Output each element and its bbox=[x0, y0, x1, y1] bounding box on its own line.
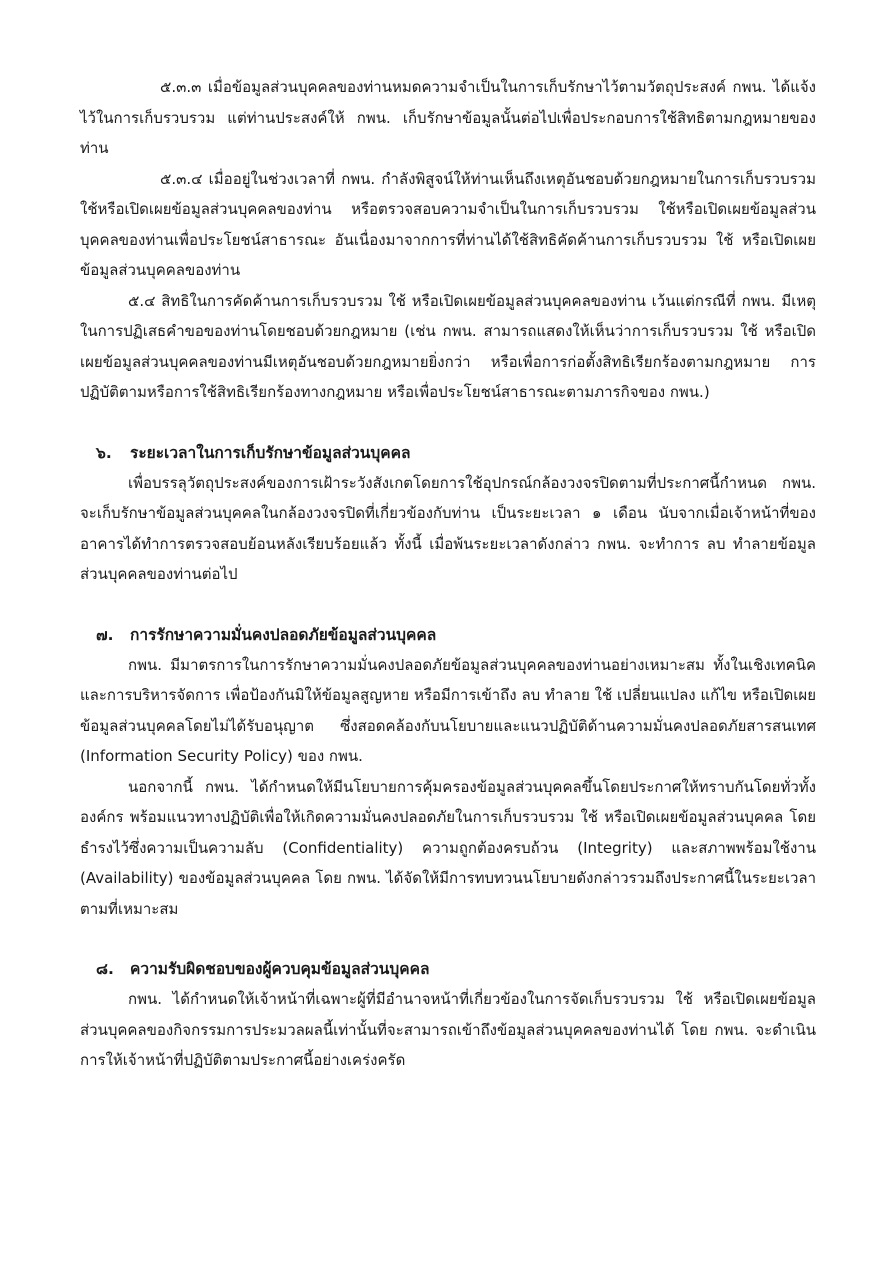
section-8-body: กพน. ได้กำหนดให้เจ้าหน้าที่เฉพาะผู้ที่มีอำนาจหน้าที่เกี่ยวข้องในการจัดเก็บรวบรวม ใช้ หรือเปิดเผยข้อมูลส่วนบุคคลของกิจกรรมการประมวลผลนี้เท่านั้นที่จะสามารถเข้าถึงข้อมูลส่วนบุคคลของท่านได้ โดย กพน. จะดำเนินการให้เจ้าหน้าที่ปฏิบัติตามประกาศนี้อย่างเคร่งครัด bbox=[80, 990, 816, 1069]
section-spacer bbox=[80, 408, 816, 438]
paragraph-5-4: ๕.๔ สิทธิในการคัดค้านการเก็บรวบรวม ใช้ หรือเปิดเผยข้อมูลส่วนบุคคลของท่าน เว้นแต่กรณีที่ กพน. มีเหตุในการปฏิเสธคำขอของท่านโดยชอบด้วยกฎหมาย (เช่น กพน. สามารถแสดงให้เห็นว่าการเก็บรวบรวม ใช้ หรือเปิดเผยข้อมูลส่วนบุคคลของท่านมีเหตุอันชอบด้วยกฎหมายยิ่งกว่า หรือเพื่อการก่อตั้งสิทธิเรียกร้องตามกฎหมาย การปฏิบัติตามหรือการใช้สิทธิเรียกร้องทางกฎหมาย หรือเพื่อประโยชน์สาธารณะตามภารกิจของ กพน.) bbox=[80, 291, 816, 401]
section-6-title: ระยะเวลาในการเก็บรักษาข้อมูลส่วนบุคคล bbox=[130, 443, 411, 462]
section-6-body: เพื่อบรรลุวัตถุประสงค์ของการเฝ้าระวังสังเกตโดยการใช้อุปกรณ์กล้องวงจรปิดตามที่ประกาศนี้กำหนด กพน. จะเก็บรักษาข้อมูลส่วนบุคคลในกล้องวงจรปิดที่เกี่ยวข้องกับท่าน เป็นระยะเวลา ๑ เดือน นับจากเมื่อเจ้าหน้าที่ของอาคารได้ทำการตรวจสอบย้อนหลังเรียบร้อยแล้ว ทั้งนี้ เมื่อพ้นระยะเวลาดังกล่าว กพน. จะทำการ ลบ ทำลายข้อมูลส่วนบุคคลของท่านต่อไป bbox=[80, 473, 816, 583]
section-7-title: การรักษาความมั่นคงปลอดภัยข้อมูลส่วนบุคคล bbox=[130, 625, 437, 644]
section-spacer bbox=[80, 590, 816, 620]
paragraph-5-3-4: ๕.๓.๔ เมื่ออยู่ในช่วงเวลาที่ กพน. กำลังพิสูจน์ให้ท่านเห็นถึงเหตุอันชอบด้วยกฎหมายในการเก็บรวบรวม ใช้หรือเปิดเผยข้อมูลส่วนบุคคลของท่าน หรือตรวจสอบความจำเป็นในการเก็บรวบรวม ใช้หรือเปิดเผยข้อมูลส่วนบุคคลของท่านเพื่อประโยชน์สาธารณะ อันเนื่องมาจากการที่ท่านได้ใช้สิทธิคัดค้านการเก็บรวบรวม ใช้ หรือเปิดเผยข้อมูลส่วนบุคคลของท่าน bbox=[80, 169, 816, 279]
section-spacer bbox=[80, 924, 816, 954]
section-6-number: ๖. bbox=[96, 443, 112, 462]
section-7-number: ๗. bbox=[96, 625, 114, 644]
section-7-body-2: นอกจากนี้ กพน. ได้กำหนดให้มีนโยบายการคุ้มครองข้อมูลส่วนบุคคลขึ้นโดยประกาศให้ทราบกันโดยทั่วทั้งองค์กร พร้อมแนวทางปฏิบัติเพื่อให้เกิดความมั่นคงปลอดภัยในการเก็บรวบรวม ใช้ หรือเปิดเผยข้อมูลส่วนบุคคล โดยธำรงไว้ซึ่งความเป็นความลับ (Confidentiality) ความถูกต้องครบถ้วน (Integrity) และสภาพพร้อมใช้งาน (Availability) ของข้อมูลส่วนบุคคล โดย กพน. ได้จัดให้มีการทบทวนนโยบายดังกล่าวรวมถึงประกาศนี้ในระยะเวลาตามที่เหมาะสม bbox=[80, 777, 816, 918]
section-6-heading bbox=[80, 438, 816, 468]
section-7-heading bbox=[80, 620, 816, 650]
section-7-body-1: กพน. มีมาตรการในการรักษาความมั่นคงปลอดภัยข้อมูลส่วนบุคคลของท่านอย่างเหมาะสม ทั้งในเชิงเทคนิคและการบริหารจัดการ เพื่อป้องกันมิให้ข้อมูลสูญหาย หรือมีการเข้าถึง ลบ ทำลาย ใช้ เปลี่ยนแปลง แก้ไข หรือเปิดเผยข้อมูลส่วนบุคคลโดยไม่ได้รับอนุญาต ซึ่งสอดคล้องกับนโยบายและแนวปฏิบัติด้านความมั่นคงปลอดภัยสารสนเทศ (Information Security Policy) ของ กพน. bbox=[80, 655, 816, 765]
section-8-heading bbox=[80, 954, 816, 984]
section-8-title: ความรับผิดชอบของผู้ควบคุมข้อมูลส่วนบุคคล bbox=[130, 960, 430, 978]
paragraph-5-3-3: ๕.๓.๓ เมื่อข้อมูลส่วนบุคคลของท่านหมดความจำเป็นในการเก็บรักษาไว้ตามวัตถุประสงค์ กพน. ได้แจ้งไว้ในการเก็บรวบรวม แต่ท่านประสงค์ให้ กพน. เก็บรักษาข้อมูลนั้นต่อไปเพื่อประกอบการใช้สิทธิตามกฎหมายของท่าน bbox=[80, 78, 816, 157]
section-8-number: ๘. bbox=[96, 960, 114, 978]
